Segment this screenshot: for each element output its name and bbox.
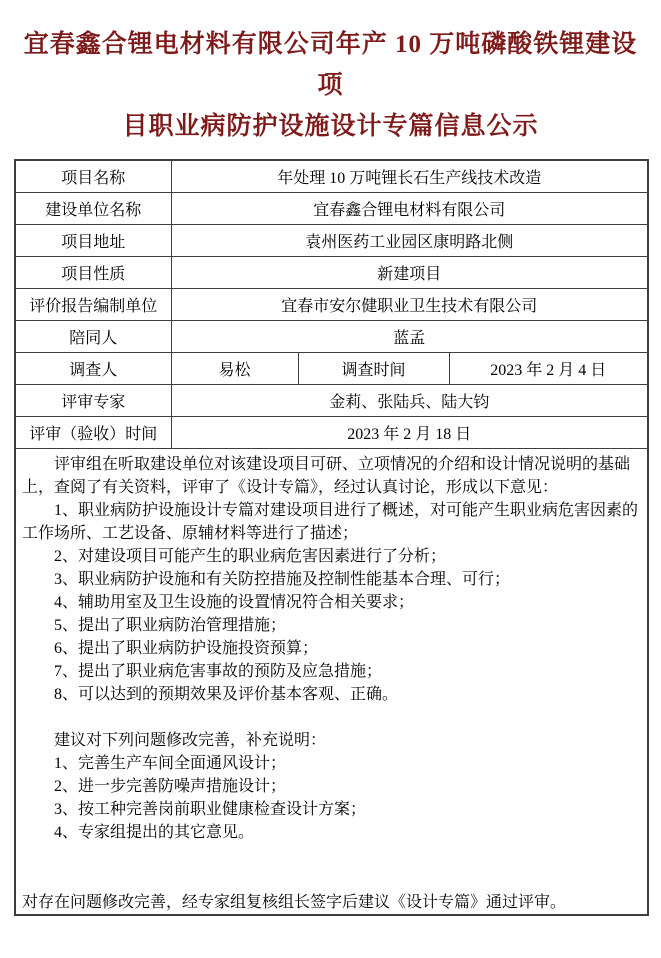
- page-title: [12, 24, 649, 147]
- table-row: [15, 160, 648, 193]
- row-label-report-compiler: 评价报告编制单位: [15, 289, 171, 321]
- suggestion-intro: 建议对下列问题修改完善，补充说明：: [54, 732, 327, 749]
- row-value-project-nature: 新建项目: [171, 257, 648, 289]
- row-label-accompanying-person: 陪同人: [15, 321, 171, 353]
- opinion-item: 1、职业病防护设施设计专篇对建设项目进行了概述，对可能产生职业病危害因素的工作场所、工艺设备、原辅材料等进行了描述；: [22, 502, 639, 542]
- table-row-survey: [15, 353, 648, 385]
- opinion-intro: 评审组在听取建设单位对该建设项目可研、立项情况的介绍和设计情况说明的基础上，查阅了有关资料，评审了《设计专篇》，经过认真讨论，形成以下意见：: [22, 456, 631, 496]
- row-value-survey-time: 2023 年 2 月 4 日: [449, 353, 648, 385]
- row-value-report-compiler: 宜春市安尔健职业卫生技术有限公司: [171, 289, 648, 321]
- opinion-item: 4、辅助用室及卫生设施的设置情况符合相关要求；: [54, 594, 415, 611]
- row-value-accompanying-person: 蓝孟: [171, 321, 648, 353]
- suggestion-item: 2、进一步完善防噪声措施设计；: [54, 778, 287, 795]
- row-value-investigator: 易松: [171, 353, 298, 385]
- table-row: [15, 225, 648, 257]
- opinion-item: 8、可以达到的预期效果及评价基本客观、正确。: [54, 686, 399, 703]
- opinion-item: 7、提出了职业病危害事故的预防及应急措施；: [54, 663, 383, 680]
- conclusion-text: 对存在问题修改完善，经专家组复核组长签字后建议《设计专篇》通过评审。: [22, 894, 567, 911]
- opinion-item: 3、职业病防护设施和有关防控措施及控制性能基本合理、可行；: [54, 571, 511, 588]
- opinion-item: 5、提出了职业病防治管理措施；: [54, 617, 287, 634]
- row-value-review-time: 2023 年 2 月 18 日: [171, 417, 648, 449]
- project-info-table: [14, 159, 649, 916]
- opinion-item: 2、对建设项目可能产生的职业病危害因素进行了分析；: [54, 548, 447, 565]
- page-title-line1: 宜春鑫合锂电材料有限公司年产 10 万吨磷酸铁锂建设项: [23, 31, 638, 99]
- row-label-project-address: 项目地址: [15, 225, 171, 257]
- suggestion-item: 3、按工种完善岗前职业健康检查设计方案；: [54, 801, 367, 818]
- table-row: [15, 193, 648, 225]
- row-label-review-experts: 评审专家: [15, 385, 171, 417]
- table-row: [15, 257, 648, 289]
- row-label-project-nature: 项目性质: [15, 257, 171, 289]
- row-label-construction-unit: 建设单位名称: [15, 193, 171, 225]
- table-row: [15, 321, 648, 353]
- row-value-construction-unit: 宜春鑫合锂电材料有限公司: [171, 193, 648, 225]
- row-label-investigator: 调查人: [15, 353, 171, 385]
- row-value-project-address: 袁州医药工业园区康明路北侧: [171, 225, 648, 257]
- row-value-project-name: 年处理 10 万吨锂长石生产线技术改造: [171, 160, 648, 193]
- row-label-review-time: 评审（验收）时间: [15, 417, 171, 449]
- suggestion-item: 4、专家组提出的其它意见。: [54, 824, 255, 841]
- row-value-review-experts: 金莉、张陆兵、陆大钧: [171, 385, 648, 417]
- table-row-opinion: [15, 449, 648, 916]
- row-label-survey-time: 调查时间: [298, 353, 449, 385]
- table-row: [15, 385, 648, 417]
- table-row: [15, 289, 648, 321]
- page-title-line2: 目职业病防护设施设计专篇信息公示: [122, 113, 539, 140]
- table-row: [15, 417, 648, 449]
- row-label-project-name: 项目名称: [15, 160, 171, 193]
- opinion-item: 6、提出了职业病防护设施投资预算；: [54, 640, 319, 657]
- review-opinion-cell: [15, 449, 648, 916]
- suggestion-item: 1、完善生产车间全面通风设计；: [54, 755, 287, 772]
